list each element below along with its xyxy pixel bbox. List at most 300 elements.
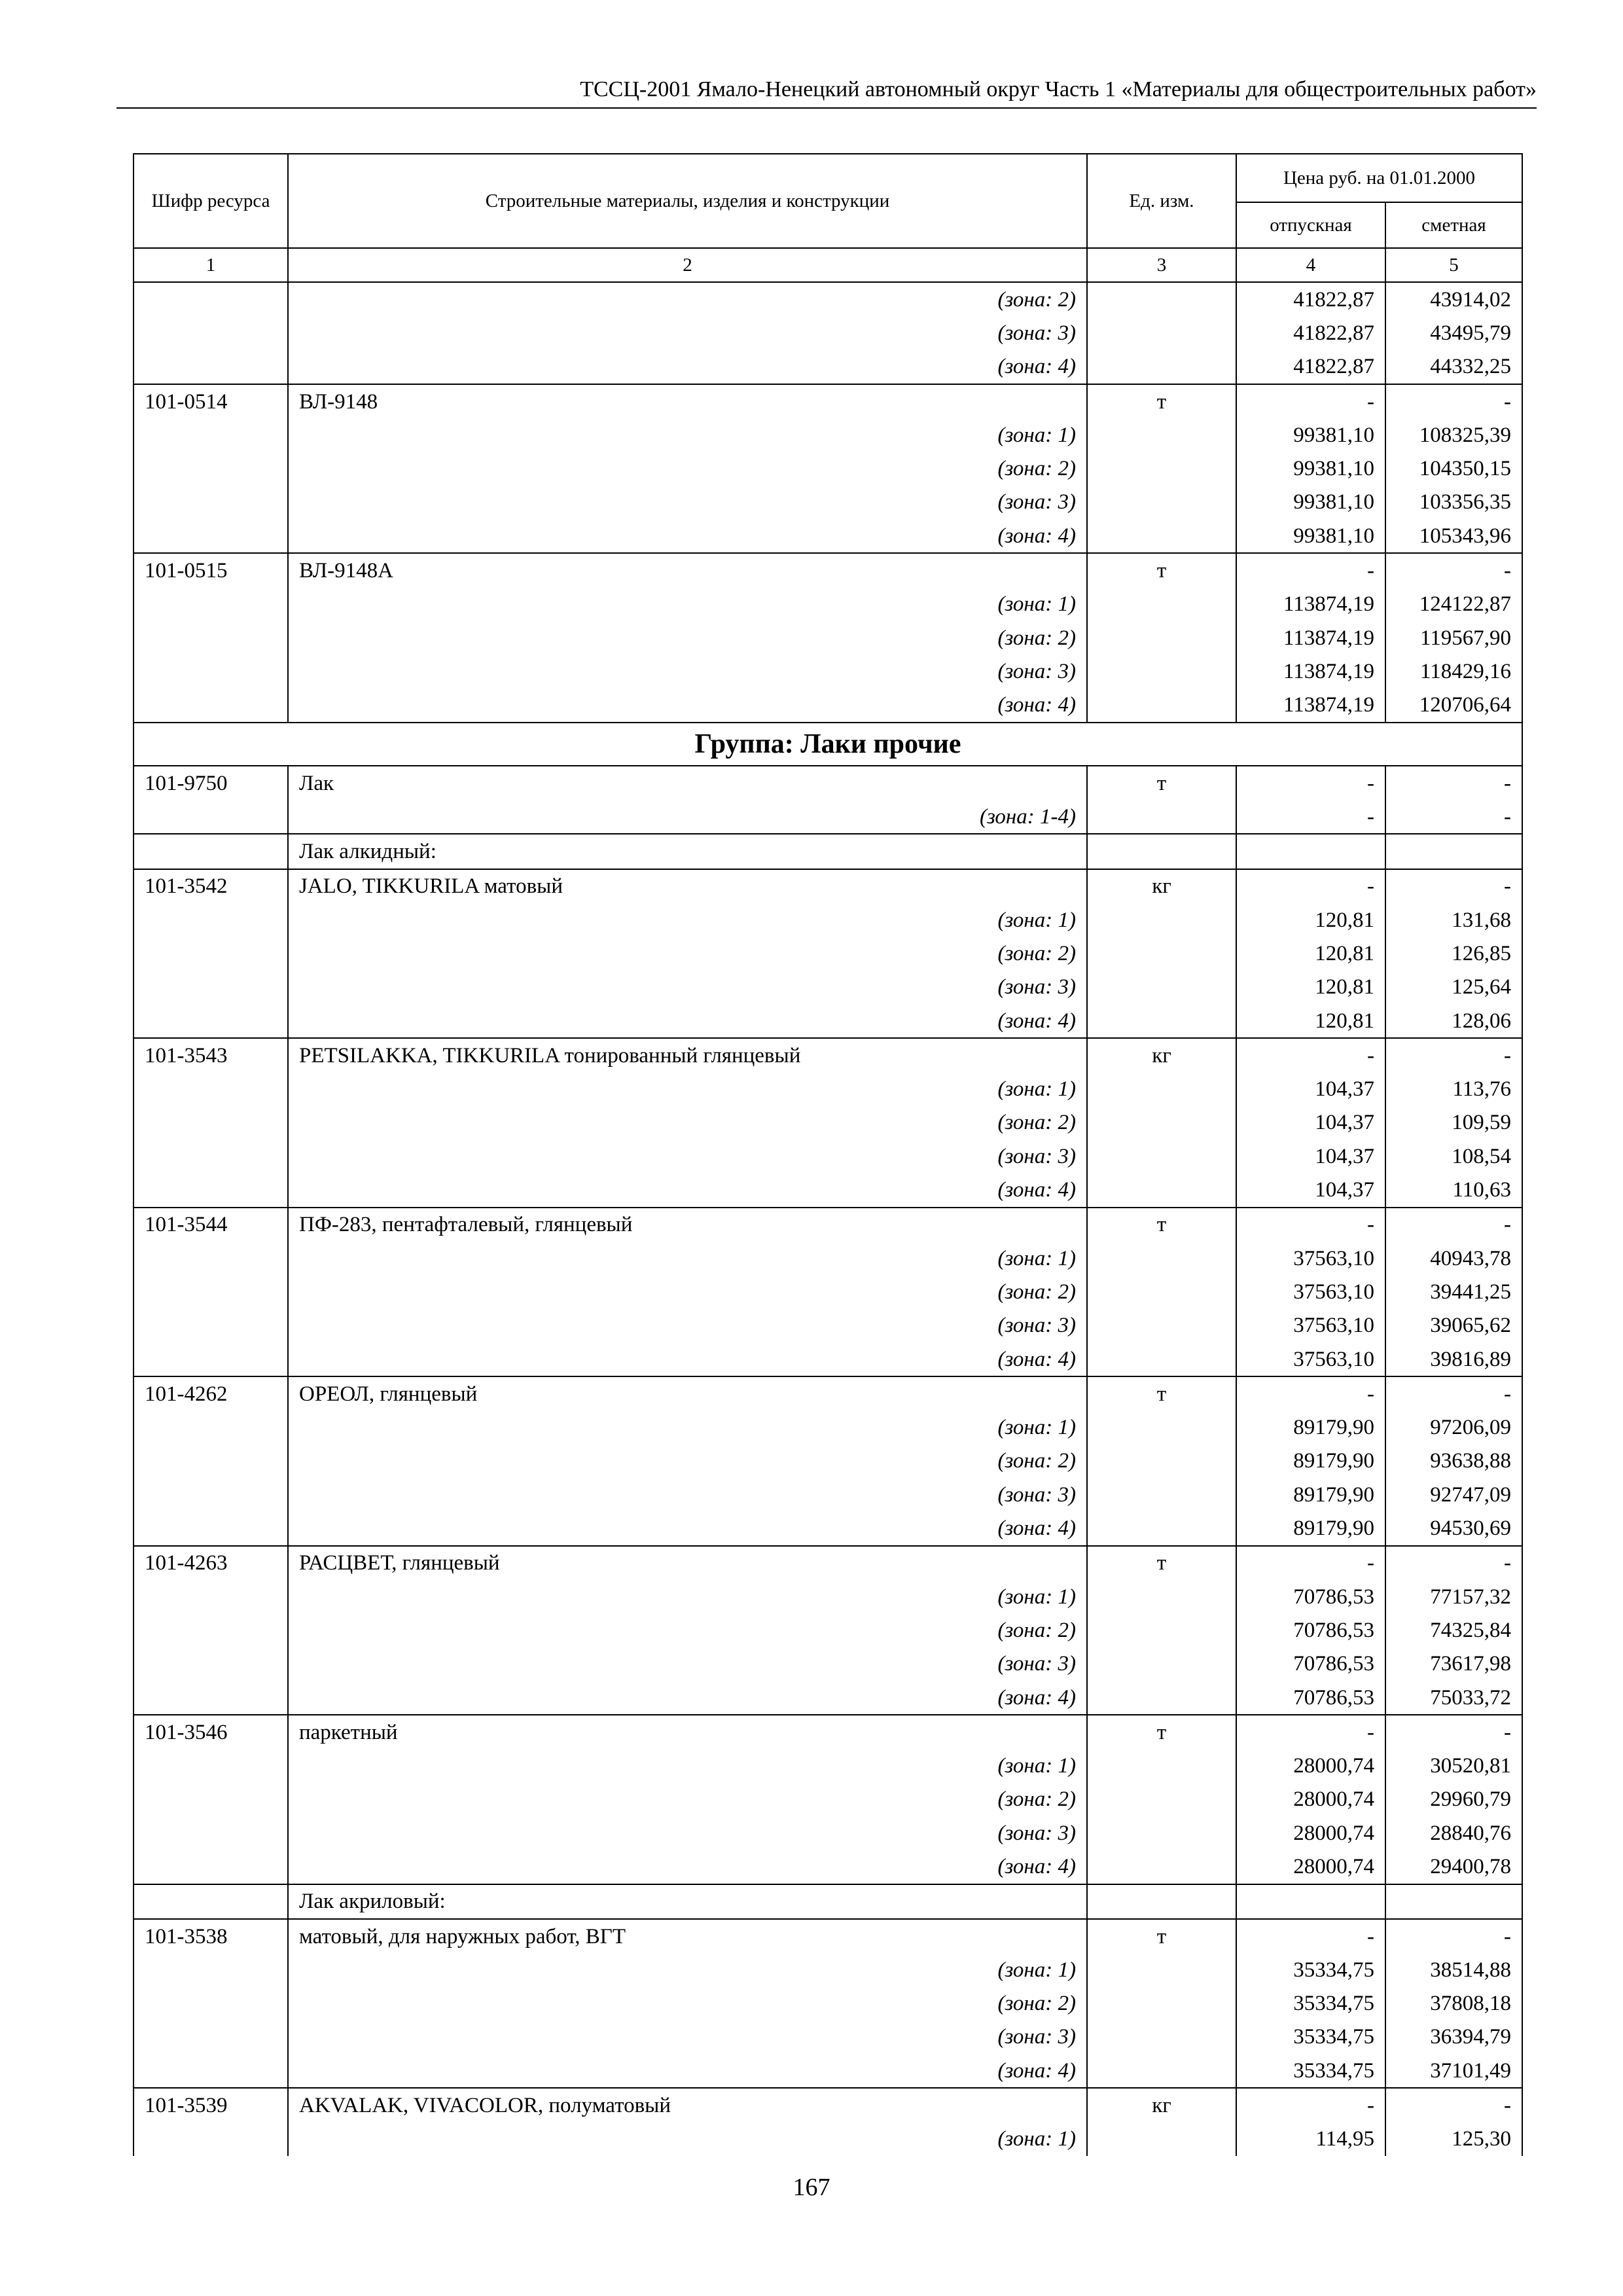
zone-row (134, 971, 1522, 1004)
zone-label: (зона: 2) (288, 282, 1087, 316)
zone-row (134, 1004, 1522, 1038)
estimate-price: - (1385, 766, 1522, 800)
estimate-price: 119567,90 (1385, 621, 1522, 655)
estimate-price: 93638,88 (1385, 1444, 1522, 1478)
unit: т (1087, 1208, 1236, 1242)
zone-label: (зона: 4) (288, 350, 1087, 384)
material-name: JALO, TIKKURILA матовый (288, 869, 1087, 903)
col-header-name: Строительные материалы, изделия и конструкции (288, 154, 1087, 248)
release-price: 104,37 (1236, 1073, 1385, 1106)
estimate-price: 109,59 (1385, 1106, 1522, 1139)
material-name: ВЛ-9148 (288, 384, 1087, 418)
resource-code-cell (134, 486, 288, 519)
release-price: 28000,74 (1236, 1749, 1385, 1782)
material-name: AKVALAK, VIVACOLOR, полуматовый (288, 2088, 1087, 2122)
estimate-price: 43914,02 (1385, 282, 1522, 316)
zone-label: (зона: 3) (288, 655, 1087, 688)
table-header (134, 154, 1522, 282)
zone-label: (зона: 4) (288, 1342, 1087, 1376)
release-price: 89179,90 (1236, 1511, 1385, 1545)
zone-label: (зона: 1) (288, 1242, 1087, 1275)
resource-code-cell (134, 418, 288, 452)
estimate-price: 120706,64 (1385, 689, 1522, 723)
resource-code-cell (134, 1073, 288, 1106)
zone-label: (зона: 3) (288, 1478, 1087, 1511)
resource-code: 101-4262 (134, 1376, 288, 1410)
estimate-price: 110,63 (1385, 1173, 1522, 1207)
unit-cell (1087, 519, 1236, 553)
unit-cell (1087, 1309, 1236, 1342)
zone-row (134, 2123, 1522, 2156)
release-price: - (1236, 384, 1385, 418)
estimate-price: - (1385, 1038, 1522, 1072)
release-price: 113874,19 (1236, 655, 1385, 688)
zone-label: (зона: 2) (288, 1106, 1087, 1139)
release-price: 37563,10 (1236, 1309, 1385, 1342)
estimate-price: - (1385, 1376, 1522, 1410)
resource-code-cell (134, 800, 288, 834)
resource-code-cell (134, 1478, 288, 1511)
material-row (134, 766, 1522, 800)
release-price: 35334,75 (1236, 2054, 1385, 2088)
resource-code: 101-9750 (134, 766, 288, 800)
resource-code-cell (134, 2054, 288, 2088)
release-price: 41822,87 (1236, 316, 1385, 350)
zone-label: (зона: 1) (288, 1580, 1087, 1613)
resource-code-cell (134, 1783, 288, 1816)
estimate-price: 43495,79 (1385, 316, 1522, 350)
zone-label: (зона: 4) (288, 2054, 1087, 2088)
resource-code: 101-3542 (134, 869, 288, 903)
release-price: 70786,53 (1236, 1613, 1385, 1647)
resource-code-cell (134, 1004, 288, 1038)
unit-cell (1087, 1613, 1236, 1647)
unit-cell (1087, 1580, 1236, 1613)
estimate-price: - (1385, 1919, 1522, 1953)
resource-code: 101-4263 (134, 1546, 288, 1580)
estimate-price: - (1385, 800, 1522, 834)
zone-row (134, 1783, 1522, 1816)
zone-label: (зона: 1) (288, 1749, 1087, 1782)
release-price: 28000,74 (1236, 1783, 1385, 1816)
resource-code: 101-3539 (134, 2088, 288, 2122)
zone-label: (зона: 4) (288, 1681, 1087, 1715)
estimate-price: - (1385, 869, 1522, 903)
release-price: 104,37 (1236, 1173, 1385, 1207)
estimate-price: 75033,72 (1385, 1681, 1522, 1715)
estimate-price: 39441,25 (1385, 1275, 1522, 1308)
material-row (134, 869, 1522, 903)
zone-label: (зона: 3) (288, 316, 1087, 350)
zone-row (134, 2054, 1522, 2088)
col-header-code: Шифр ресурса (134, 154, 288, 248)
unit-cell (1087, 971, 1236, 1004)
col-number: 1 (134, 248, 288, 282)
group-title: Группа: Лаки прочие (134, 723, 1522, 766)
zone-label: (зона: 3) (288, 1647, 1087, 1681)
unit-cell (1087, 1749, 1236, 1782)
unit-cell (1087, 1073, 1236, 1106)
material-name: ПФ-283, пентафталевый, глянцевый (288, 1208, 1087, 1242)
unit-cell (1087, 1342, 1236, 1376)
zone-row (134, 903, 1522, 937)
release-price: 37563,10 (1236, 1242, 1385, 1275)
zone-label: (зона: 4) (288, 689, 1087, 723)
zone-label: (зона: 1) (288, 903, 1087, 937)
zone-label: (зона: 1-4) (288, 800, 1087, 834)
estimate-price: 37101,49 (1385, 2054, 1522, 2088)
zone-label: (зона: 1) (288, 1953, 1087, 1986)
zone-row (134, 452, 1522, 485)
release-price: 41822,87 (1236, 282, 1385, 316)
estimate-price-cell (1385, 1884, 1522, 1919)
estimate-price: - (1385, 1546, 1522, 1580)
zone-label: (зона: 1) (288, 1073, 1087, 1106)
resource-code-cell (134, 621, 288, 655)
estimate-price: 29960,79 (1385, 1783, 1522, 1816)
col-header-estimate-price: сметная (1385, 202, 1522, 248)
release-price-cell (1236, 834, 1385, 869)
estimate-price: 105343,96 (1385, 519, 1522, 553)
unit-cell (1087, 418, 1236, 452)
unit-cell (1087, 1411, 1236, 1444)
material-row (134, 1715, 1522, 1749)
resource-code-cell (134, 2123, 288, 2156)
zone-row (134, 1953, 1522, 1986)
release-price: - (1236, 1376, 1385, 1410)
zone-row (134, 800, 1522, 834)
unit-cell (1087, 1987, 1236, 2020)
release-price: - (1236, 1715, 1385, 1749)
unit: кг (1087, 869, 1236, 903)
estimate-price: 118429,16 (1385, 655, 1522, 688)
unit-cell (1087, 1953, 1236, 1986)
unit-cell (1087, 1478, 1236, 1511)
zone-row (134, 1647, 1522, 1681)
unit: т (1087, 1715, 1236, 1749)
unit-cell (1087, 452, 1236, 485)
estimate-price: 73617,98 (1385, 1647, 1522, 1681)
zone-row (134, 1242, 1522, 1275)
zone-row (134, 1073, 1522, 1106)
page-number: 167 (793, 2174, 830, 2201)
zone-row (134, 1411, 1522, 1444)
release-price: - (1236, 1919, 1385, 1953)
estimate-price: 39816,89 (1385, 1342, 1522, 1376)
zone-row (134, 689, 1522, 723)
unit-cell (1087, 1106, 1236, 1139)
estimate-price: 28840,76 (1385, 1816, 1522, 1850)
zone-row (134, 282, 1522, 316)
unit-cell (1087, 2054, 1236, 2088)
unit-cell (1087, 1884, 1236, 1919)
unit: т (1087, 553, 1236, 587)
material-row (134, 1376, 1522, 1410)
unit-cell (1087, 486, 1236, 519)
estimate-price: 131,68 (1385, 903, 1522, 937)
release-price: - (1236, 1208, 1385, 1242)
resource-code-cell (134, 1275, 288, 1308)
zone-row (134, 418, 1522, 452)
resource-code-cell (134, 834, 288, 869)
resource-code-cell (134, 1444, 288, 1478)
zone-label: (зона: 4) (288, 1511, 1087, 1545)
zone-row (134, 937, 1522, 970)
zone-row (134, 1816, 1522, 1850)
material-name: ВЛ-9148А (288, 553, 1087, 587)
estimate-price: 103356,35 (1385, 486, 1522, 519)
unit-cell (1087, 1139, 1236, 1173)
zone-row (134, 350, 1522, 384)
zone-label: (зона: 3) (288, 1309, 1087, 1342)
zone-row (134, 1139, 1522, 1173)
resource-code-cell (134, 1580, 288, 1613)
release-price: 104,37 (1236, 1106, 1385, 1139)
zone-row (134, 588, 1522, 621)
estimate-price: 39065,62 (1385, 1309, 1522, 1342)
resource-code-cell (134, 1242, 288, 1275)
material-row (134, 1038, 1522, 1072)
zone-row (134, 1173, 1522, 1207)
col-number: 5 (1385, 248, 1522, 282)
release-price: - (1236, 553, 1385, 587)
unit-cell (1087, 350, 1236, 384)
resource-code-cell (134, 588, 288, 621)
release-price: 41822,87 (1236, 350, 1385, 384)
zone-label: (зона: 3) (288, 1139, 1087, 1173)
release-price: 113874,19 (1236, 588, 1385, 621)
unit: т (1087, 1919, 1236, 1953)
material-row (134, 1546, 1522, 1580)
estimate-price: 77157,32 (1385, 1580, 1522, 1613)
zone-row (134, 1613, 1522, 1647)
resource-code-cell (134, 1411, 288, 1444)
resource-code-cell (134, 1139, 288, 1173)
col-header-unit: Ед. изм. (1087, 154, 1236, 248)
estimate-price: 92747,09 (1385, 1478, 1522, 1511)
release-price: 37563,10 (1236, 1275, 1385, 1308)
unit-cell (1087, 316, 1236, 350)
release-price: 114,95 (1236, 2123, 1385, 2156)
resource-code-cell (134, 1613, 288, 1647)
zone-row (134, 486, 1522, 519)
unit-cell (1087, 937, 1236, 970)
unit-cell (1087, 689, 1236, 723)
resource-code-cell (134, 1850, 288, 1884)
material-name: ОРЕОЛ, глянцевый (288, 1376, 1087, 1410)
resource-code-cell (134, 316, 288, 350)
estimate-price: 108,54 (1385, 1139, 1522, 1173)
estimate-price: - (1385, 1715, 1522, 1749)
unit-cell (1087, 2020, 1236, 2054)
zone-row (134, 1444, 1522, 1478)
material-row (134, 1919, 1522, 1953)
resource-code: 101-0515 (134, 553, 288, 587)
estimate-price-cell (1385, 834, 1522, 869)
release-price: 120,81 (1236, 937, 1385, 970)
subheading-row (134, 1884, 1522, 1919)
release-price: 89179,90 (1236, 1478, 1385, 1511)
subheading-row (134, 834, 1522, 869)
material-name: Лак (288, 766, 1087, 800)
release-price: 89179,90 (1236, 1444, 1385, 1478)
estimate-price: 44332,25 (1385, 350, 1522, 384)
material-name: РАСЦВЕТ, глянцевый (288, 1546, 1087, 1580)
unit: т (1087, 1546, 1236, 1580)
unit-cell (1087, 903, 1236, 937)
estimate-price: 125,30 (1385, 2123, 1522, 2156)
resource-code: 101-3544 (134, 1208, 288, 1242)
resource-code-cell (134, 1511, 288, 1545)
resource-code-cell (134, 1309, 288, 1342)
release-price: 28000,74 (1236, 1850, 1385, 1884)
unit: т (1087, 1376, 1236, 1410)
release-price: 99381,10 (1236, 452, 1385, 485)
zone-row (134, 1511, 1522, 1545)
unit-cell (1087, 621, 1236, 655)
subheading-label: Лак акриловый: (288, 1884, 1087, 1919)
resource-code-cell (134, 350, 288, 384)
release-price: - (1236, 766, 1385, 800)
release-price: - (1236, 869, 1385, 903)
unit-cell (1087, 834, 1236, 869)
unit: кг (1087, 2088, 1236, 2122)
estimate-price: 37808,18 (1385, 1987, 1522, 2020)
resource-code-cell (134, 971, 288, 1004)
zone-row (134, 316, 1522, 350)
release-price-cell (1236, 1884, 1385, 1919)
unit-cell (1087, 800, 1236, 834)
zone-label: (зона: 3) (288, 2020, 1087, 2054)
unit-cell (1087, 1783, 1236, 1816)
zone-label: (зона: 2) (288, 937, 1087, 970)
unit-cell (1087, 1004, 1236, 1038)
table-body (134, 282, 1522, 2156)
material-name: матовый, для наружных работ, ВГТ (288, 1919, 1087, 1953)
subheading-label: Лак алкидный: (288, 834, 1087, 869)
zone-label: (зона: 4) (288, 1850, 1087, 1884)
col-header-release-price: отпускная (1236, 202, 1385, 248)
resource-code-cell (134, 937, 288, 970)
resource-code-cell (134, 1173, 288, 1207)
estimate-price: 29400,78 (1385, 1850, 1522, 1884)
estimate-price: 94530,69 (1385, 1511, 1522, 1545)
unit-cell (1087, 282, 1236, 316)
zone-label: (зона: 2) (288, 1275, 1087, 1308)
estimate-price: 97206,09 (1385, 1411, 1522, 1444)
release-price: 70786,53 (1236, 1681, 1385, 1715)
resource-code-cell (134, 519, 288, 553)
unit-cell (1087, 1275, 1236, 1308)
unit-cell (1087, 588, 1236, 621)
release-price: 35334,75 (1236, 1987, 1385, 2020)
zone-label: (зона: 3) (288, 1816, 1087, 1850)
release-price: 99381,10 (1236, 519, 1385, 553)
unit-cell (1087, 2123, 1236, 2156)
zone-row (134, 1681, 1522, 1715)
estimate-price: 125,64 (1385, 971, 1522, 1004)
zone-label: (зона: 2) (288, 1987, 1087, 2020)
unit-cell (1087, 1173, 1236, 1207)
estimate-price: 128,06 (1385, 1004, 1522, 1038)
zone-row (134, 1850, 1522, 1884)
zone-label: (зона: 1) (288, 418, 1087, 452)
unit-cell (1087, 655, 1236, 688)
resource-code: 101-3546 (134, 1715, 288, 1749)
resource-code: 101-3543 (134, 1038, 288, 1072)
zone-label: (зона: 1) (288, 2123, 1087, 2156)
unit: кг (1087, 1038, 1236, 1072)
estimate-price: - (1385, 2088, 1522, 2122)
release-price: 99381,10 (1236, 486, 1385, 519)
zone-row (134, 1309, 1522, 1342)
material-name: PETSILAKKA, TIKKURILA тонированный глянцевый (288, 1038, 1087, 1072)
group-row (134, 723, 1522, 766)
release-price: 35334,75 (1236, 1953, 1385, 1986)
price-table (133, 153, 1523, 2156)
material-row (134, 384, 1522, 418)
zone-label: (зона: 2) (288, 1783, 1087, 1816)
release-price: - (1236, 1038, 1385, 1072)
material-row (134, 2088, 1522, 2122)
zone-row (134, 1987, 1522, 2020)
material-name: паркетный (288, 1715, 1087, 1749)
release-price: 104,37 (1236, 1139, 1385, 1173)
resource-code: 101-3538 (134, 1919, 288, 1953)
estimate-price: 74325,84 (1385, 1613, 1522, 1647)
zone-label: (зона: 2) (288, 621, 1087, 655)
release-price: 113874,19 (1236, 689, 1385, 723)
col-number: 3 (1087, 248, 1236, 282)
resource-code-cell (134, 2020, 288, 2054)
zone-row (134, 1478, 1522, 1511)
resource-code-cell (134, 452, 288, 485)
zone-label: (зона: 3) (288, 486, 1087, 519)
resource-code-cell (134, 655, 288, 688)
unit: т (1087, 766, 1236, 800)
release-price: - (1236, 1546, 1385, 1580)
zone-row (134, 655, 1522, 688)
resource-code-cell (134, 1681, 288, 1715)
release-price: 37563,10 (1236, 1342, 1385, 1376)
release-price: 70786,53 (1236, 1647, 1385, 1681)
zone-row (134, 1749, 1522, 1782)
material-row (134, 1208, 1522, 1242)
zone-label: (зона: 2) (288, 1613, 1087, 1647)
unit-cell (1087, 1444, 1236, 1478)
zone-row (134, 621, 1522, 655)
zone-row (134, 1580, 1522, 1613)
zone-label: (зона: 3) (288, 971, 1087, 1004)
estimate-price: 124122,87 (1385, 588, 1522, 621)
zone-label: (зона: 1) (288, 588, 1087, 621)
unit-cell (1087, 1681, 1236, 1715)
release-price: 120,81 (1236, 971, 1385, 1004)
zone-label: (зона: 1) (288, 1411, 1087, 1444)
estimate-price: - (1385, 384, 1522, 418)
resource-code-cell (134, 1953, 288, 1986)
unit: т (1087, 384, 1236, 418)
estimate-price: 40943,78 (1385, 1242, 1522, 1275)
col-number: 2 (288, 248, 1087, 282)
release-price: 70786,53 (1236, 1580, 1385, 1613)
unit-cell (1087, 1647, 1236, 1681)
release-price: 28000,74 (1236, 1816, 1385, 1850)
estimate-price: 108325,39 (1385, 418, 1522, 452)
estimate-price: 126,85 (1385, 937, 1522, 970)
unit-cell (1087, 1242, 1236, 1275)
zone-row (134, 1275, 1522, 1308)
